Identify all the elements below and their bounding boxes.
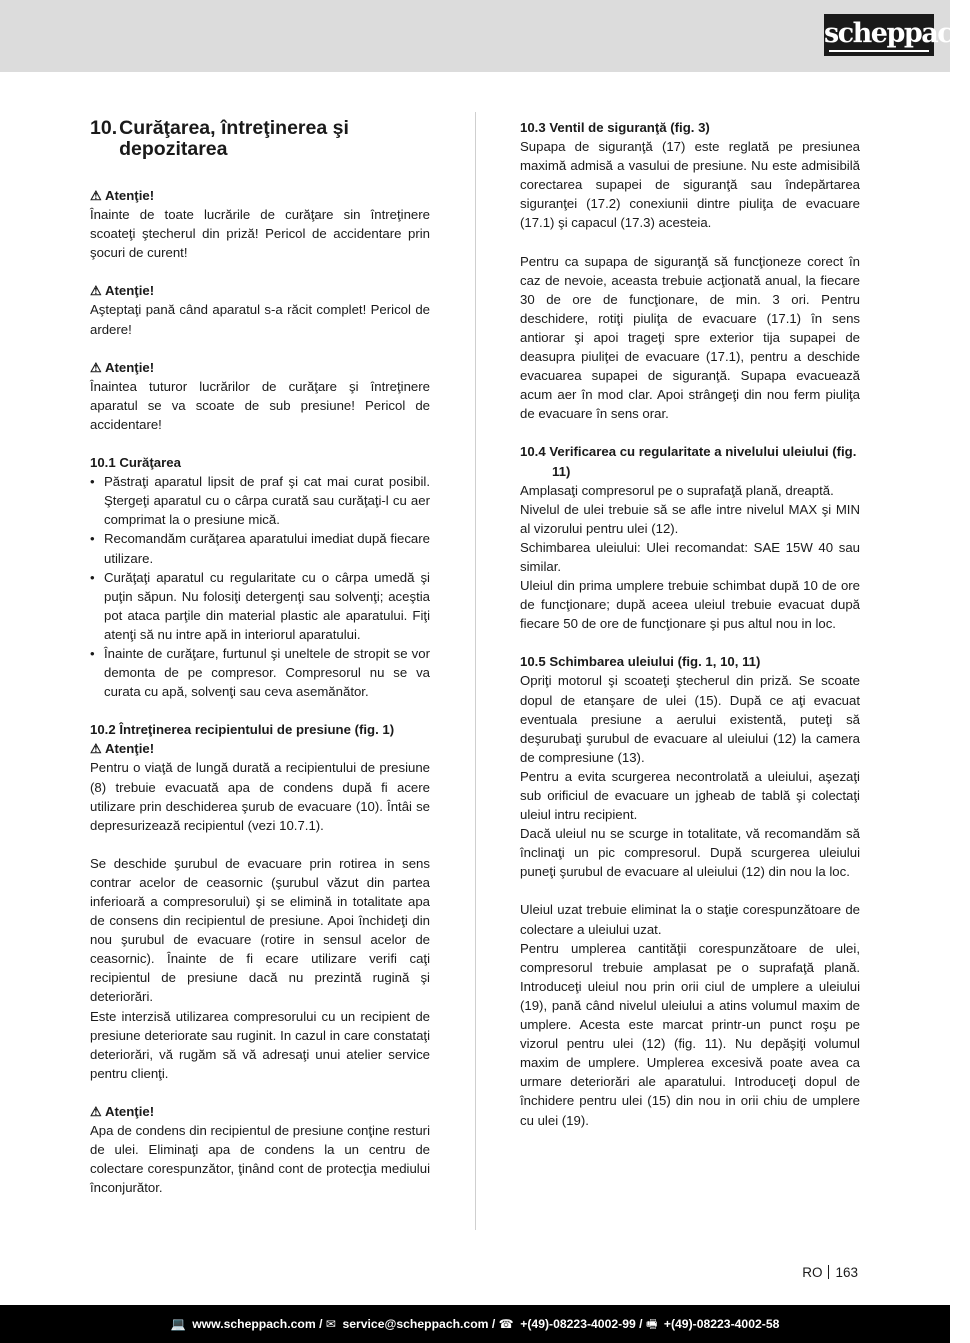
footer-bar <box>0 1305 950 1343</box>
phone-icon: ☎ <box>498 1317 514 1331</box>
footer-phone: +(49)-08223-4002-99 / <box>520 1317 643 1331</box>
paragraph: Opriţi motorul şi scoateţi ştecherul din priză. Se scoate dopul de etanşare de ulei (15). După ce aţi evacuat eventuala presiune a aerului existentă, puteţi să deşurubaţi şurubul de evacuare al uleiului (12) la camera de compresiune (13). <box>520 673 860 765</box>
page-number-separator <box>828 1265 829 1279</box>
page-number-value: 163 <box>835 1265 858 1280</box>
footer-website[interactable]: www.scheppach.com / <box>192 1317 323 1331</box>
warning-heading: ⚠ Atenţie! <box>90 741 155 757</box>
computer-icon: 💻 <box>170 1317 186 1331</box>
warning-text-3: Înaintea tuturor lucrărilor de curăţare şi întreţinere aparatul se va scoate de sub presiune! Pericol de accidentare! <box>90 378 430 432</box>
paragraph: Nivelul de ulei trebuie să se afle intre nivelul MAX şi MIN al vizorului pentru ulei (12). <box>520 501 860 536</box>
header-bar <box>0 0 970 72</box>
subsection-title-10-1: 10.1 Curăţarea <box>90 455 181 471</box>
warning-text-1: Înainte de toate lucrările de curăţare sin întreţinere scoateţi ştecherul din priză! Pericol de accidentare prin şocuri de curent! <box>90 207 430 261</box>
subsection-title-10-4: 10.4 Verificarea cu regularitate a nivelului uleiului (fig. 11) <box>520 444 857 479</box>
paragraph: Pentru umplerea cantităţii corespunzătoare de ulei, compresorul trebuie amplasat pe o suprafaţă plană. Introduceţi uleiul nou prin orii ciul de umplere a uleiului (19), pană când nivelul uleiului a atins volumul maxim de umplere. Acesta este marcat printr-un punct roşu pe vizorul pentru ulei (12) (fig. 11). Nu depăşiţi volumul maxim de umplere. Umplerea excesivă poate avea ca urmare deteriorări ale aparatului. Introduceţi dopul de închidere pentru ulei (15) din nou in orii chiu de umplere cu ulei (19). <box>520 940 860 1128</box>
paragraph: Pentru a evita scurgerea necontrolată a uleiului, aşezaţi sub orificiul de evacuare un jgheab de tablă şi colectaţi uleiul intru recipient. <box>520 768 860 823</box>
footer-fax: +(49)-08223-4002-58 <box>663 1317 780 1331</box>
paragraph: Pentru ca supapa de siguranţă să funcţioneze corect în caz de nevoie, aceasta trebuie acţionată anual, la fiecare 30 de ore de funcţionare, de min. 3 ori. Pentru deschidere, rotiţi piuliţa de evacuare (17.1) în sens antiorar şi apoi trageţi spre exterior tija supapei de deasupra piuliţei de evacuare (17.1), pentru a deschide evacuarea supapei de siguranţă. Supapa evacuează acum aer în mod clar. Apoi strângeţi din nou ferm piuliţa de evacuare în sens orar. <box>520 253 860 422</box>
language-code: RO <box>802 1265 823 1280</box>
warning-heading: ⚠ Atenţie! <box>90 359 155 375</box>
section-number: 10. <box>90 117 118 139</box>
page-number <box>802 1264 858 1282</box>
section-title-text: Curăţarea, întreţinerea şi depozitarea <box>119 117 349 160</box>
section-title <box>90 118 430 160</box>
warning-text-2: Aşteptaţi pană când aparatul s-a răcit complet! Pericol de ardere! <box>90 302 430 337</box>
list-item: • Înainte de curăţare, furtunul şi uneltele de stropit se vor demonta de pe compresor. Compresorul nu se va curata cu apă, solvenţi sau ceva asemănător. <box>90 644 430 701</box>
left-column <box>90 118 430 1216</box>
paragraph: Uleiul din prima umplere trebuie schimbat după 10 de ore de funcţionare; după aceea uleiul trebuie evacuat după fiecare 50 de ore de funcţionare şi pus altul nou in loc. <box>520 578 860 632</box>
paragraph: Dacă uleiul nu se scurge in totalitate, vă recomandăm să înclinaţi un pic compresorul. După scurgerea uleiului puneţi şurubul de evacuare al uleiului (12) din nou la loc. <box>520 826 860 880</box>
subsection-title-10-2: 10.2 Întreţinerea recipientului de presiune (fig. 1) <box>90 722 395 738</box>
subsection-title-10-5: 10.5 Schimbarea uleiului (fig. 1, 10, 11) <box>520 654 761 670</box>
right-column <box>520 118 860 1149</box>
paragraph: Uleiul uzat trebuie eliminat la o staţie corespunzătoare de colectare a uleiului uzat. <box>520 902 860 937</box>
paragraph: Apa de condens din recipientul de presiune conţine resturi de ulei. Eliminaţi apa de condens la un centru de colectare corespunzător, ţinând cont de protecţia mediului înconjurător. <box>90 1123 430 1196</box>
column-divider <box>475 112 476 1230</box>
paragraph: Amplasaţi compresorul pe o suprafaţă plană, dreaptă. <box>520 482 834 498</box>
paragraph: Se deschide şurubul de evacuare prin rotirea in sens contrar acelor de ceasornic (şurubul văzut din partea inferioară a compresorului) şi se elimină in totalitate apa de consens din recipientul de presiune. Apoi închideţi din nou şurubul de evacuare (rotire in sensul acelor de ceasornic). Înainte de fi ecare utilizare verifi caţi recipientul de presiune dacă nu prezintă rugină şi deteriorări. <box>90 855 430 1005</box>
paragraph: Schimbarea uleiului: Ulei recomandat: SAE 15W 40 sau similar. <box>520 539 860 574</box>
paragraph: Pentru o viaţă de lungă durată a recipientului de presiune (8) trebuie evacuată apa de condens după fi acere utilizare prin deschiderea şurub de evacuare (10). Întâi se depresurizează recipientul (vezi 10.7.1). <box>90 760 430 833</box>
paragraph: Este interzisă utilizarea compresorului cu un recipient de presiune deteriorate sau ruginit. In cazul in care constataţi deteriorări, vă rugăm să vă adresaţi unui atelier service pentru clienţi. <box>90 1008 430 1081</box>
list-item: • Curăţaţi aparatul cu regularitate cu o cârpa umedă şi puţin săpun. Nu folosiţi detergenţi sau solvenţi; aceştia pot ataca parţile din material plastic ale aparatului. Fiţi atenţi să nu intre apă in interiorul aparatului. <box>90 568 430 644</box>
paragraph: Supapa de siguranţă (17) este reglată pe presiunea maximă admisă a vasului de presiune. Nu este admisibilă corectarea supapei de siguranţă sau îndepărtarea siguranţei (17.2) conexiunii dintre piuliţa de evacuare (17.1) şi capacul (17.3) acesteia. <box>520 139 860 231</box>
warning-heading: ⚠ Atenţie! <box>90 188 155 203</box>
subsection-title-10-3: 10.3 Ventil de siguranţă (fig. 3) <box>520 120 710 135</box>
footer-email[interactable]: service@scheppach.com / <box>342 1317 496 1331</box>
warning-heading: ⚠ Atenţie! <box>90 1103 155 1119</box>
mail-icon: ✉ <box>325 1317 337 1331</box>
fax-icon: 🖷 <box>645 1317 658 1331</box>
warning-heading: ⚠ Atenţie! <box>90 283 155 299</box>
scheppach-logo: scheppach <box>824 14 934 56</box>
cleaning-list <box>90 472 430 701</box>
list-item: • Recomandăm curăţarea aparatului imediat după fiecare utilizare. <box>90 529 430 567</box>
list-item: • Păstraţi aparatul lipsit de praf şi cat mai curat posibil. Ştergeţi aparatul cu o cârpa curată sau curăţaţi-l cu aer comprimat la o presiune mică. <box>90 472 430 529</box>
